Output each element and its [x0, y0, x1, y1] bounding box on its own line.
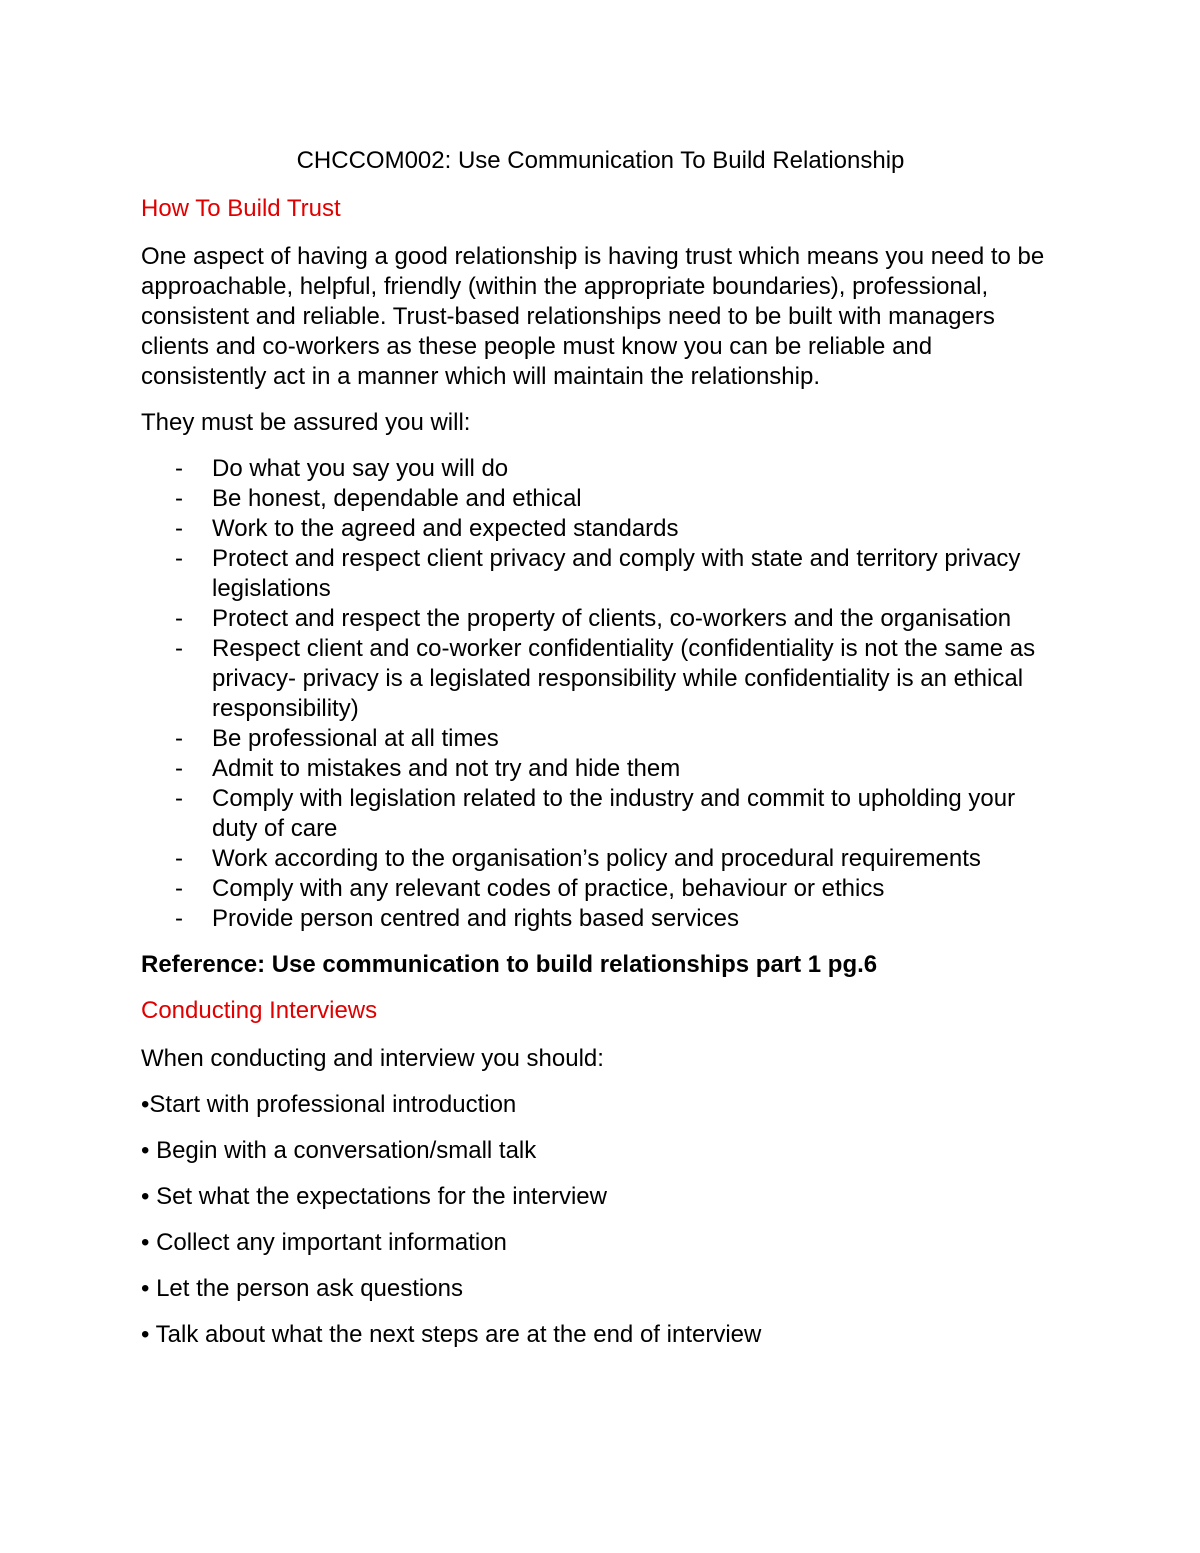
dash-marker: -: [175, 455, 183, 482]
list-item-text: Work according to the organisation’s policy and procedural requirements: [212, 845, 981, 872]
document-title: CHCCOM002: Use Communication To Build Relationship: [296, 147, 905, 174]
dash-marker: -: [175, 485, 183, 512]
list-item: [141, 544, 1060, 604]
list-item-text: Respect client and co-worker confidentiality (confidentiality is not the same as privacy- privacy is a legislated responsibility while confidentiality is an ethical responsibility): [212, 635, 1036, 722]
list-item: • Let the person ask questions: [141, 1275, 463, 1302]
list-item-text: Protect and respect client privacy and comply with state and territory privacy legislations: [212, 545, 1021, 602]
list-item-text: Comply with any relevant codes of practice, behaviour or ethics: [212, 875, 885, 902]
dash-marker: -: [175, 875, 183, 902]
list-item: [141, 514, 1060, 544]
dash-marker: -: [175, 545, 183, 572]
dash-marker: -: [175, 905, 183, 932]
list-item: • Talk about what the next steps are at the end of interview: [141, 1321, 762, 1348]
trust-intro-paragraph: One aspect of having a good relationship is having trust which means you need to be approachable, helpful, friendly (within the appropriate boundaries), professional, consistent and reliable. Trust-based relationships need to be built with managers clients and co-workers as these people must know you can be reliable and consistently act in a manner which will maintain the relationship.: [141, 243, 1045, 390]
list-item: • Set what the expectations for the interview: [141, 1183, 607, 1210]
list-item: [141, 454, 1060, 484]
list-item-text: Comply with legislation related to the industry and commit to upholding your duty of care: [212, 785, 1016, 842]
list-item-text: Be professional at all times: [212, 725, 499, 752]
list-item: •Start with professional introduction: [141, 1091, 517, 1118]
dash-marker: -: [175, 515, 183, 542]
dash-marker: -: [175, 785, 183, 812]
list-item-text: Provide person centred and rights based services: [212, 905, 739, 932]
trust-lead-in: They must be assured you will:: [141, 409, 471, 436]
list-item-text: Be honest, dependable and ethical: [212, 485, 582, 512]
list-item-text: Admit to mistakes and not try and hide them: [212, 755, 681, 782]
interviews-lead-in: When conducting and interview you should:: [141, 1045, 604, 1072]
list-item-text: Protect and respect the property of clients, co-workers and the organisation: [212, 605, 1012, 632]
list-item: [141, 604, 1060, 634]
dash-marker: -: [175, 605, 183, 632]
trust-dash-list: [141, 454, 1060, 934]
heading-how-to-build-trust: How To Build Trust: [141, 195, 341, 222]
list-item: [141, 754, 1060, 784]
list-item: [141, 844, 1060, 874]
dash-marker: -: [175, 845, 183, 872]
dash-marker: -: [175, 725, 183, 752]
list-item: [141, 904, 1060, 934]
dash-marker: -: [175, 635, 183, 662]
reference-line: Reference: Use communication to build relationships part 1 pg.6: [141, 951, 878, 978]
list-item: [141, 784, 1060, 844]
list-item: [141, 724, 1060, 754]
heading-conducting-interviews: Conducting Interviews: [141, 997, 378, 1024]
list-item: • Begin with a conversation/small talk: [141, 1137, 537, 1164]
list-item: [141, 874, 1060, 904]
list-item-text: Do what you say you will do: [212, 455, 509, 482]
list-item: [141, 484, 1060, 514]
list-item: [141, 634, 1060, 724]
list-item-text: Work to the agreed and expected standards: [212, 515, 679, 542]
list-item: • Collect any important information: [141, 1229, 507, 1256]
dash-marker: -: [175, 755, 183, 782]
